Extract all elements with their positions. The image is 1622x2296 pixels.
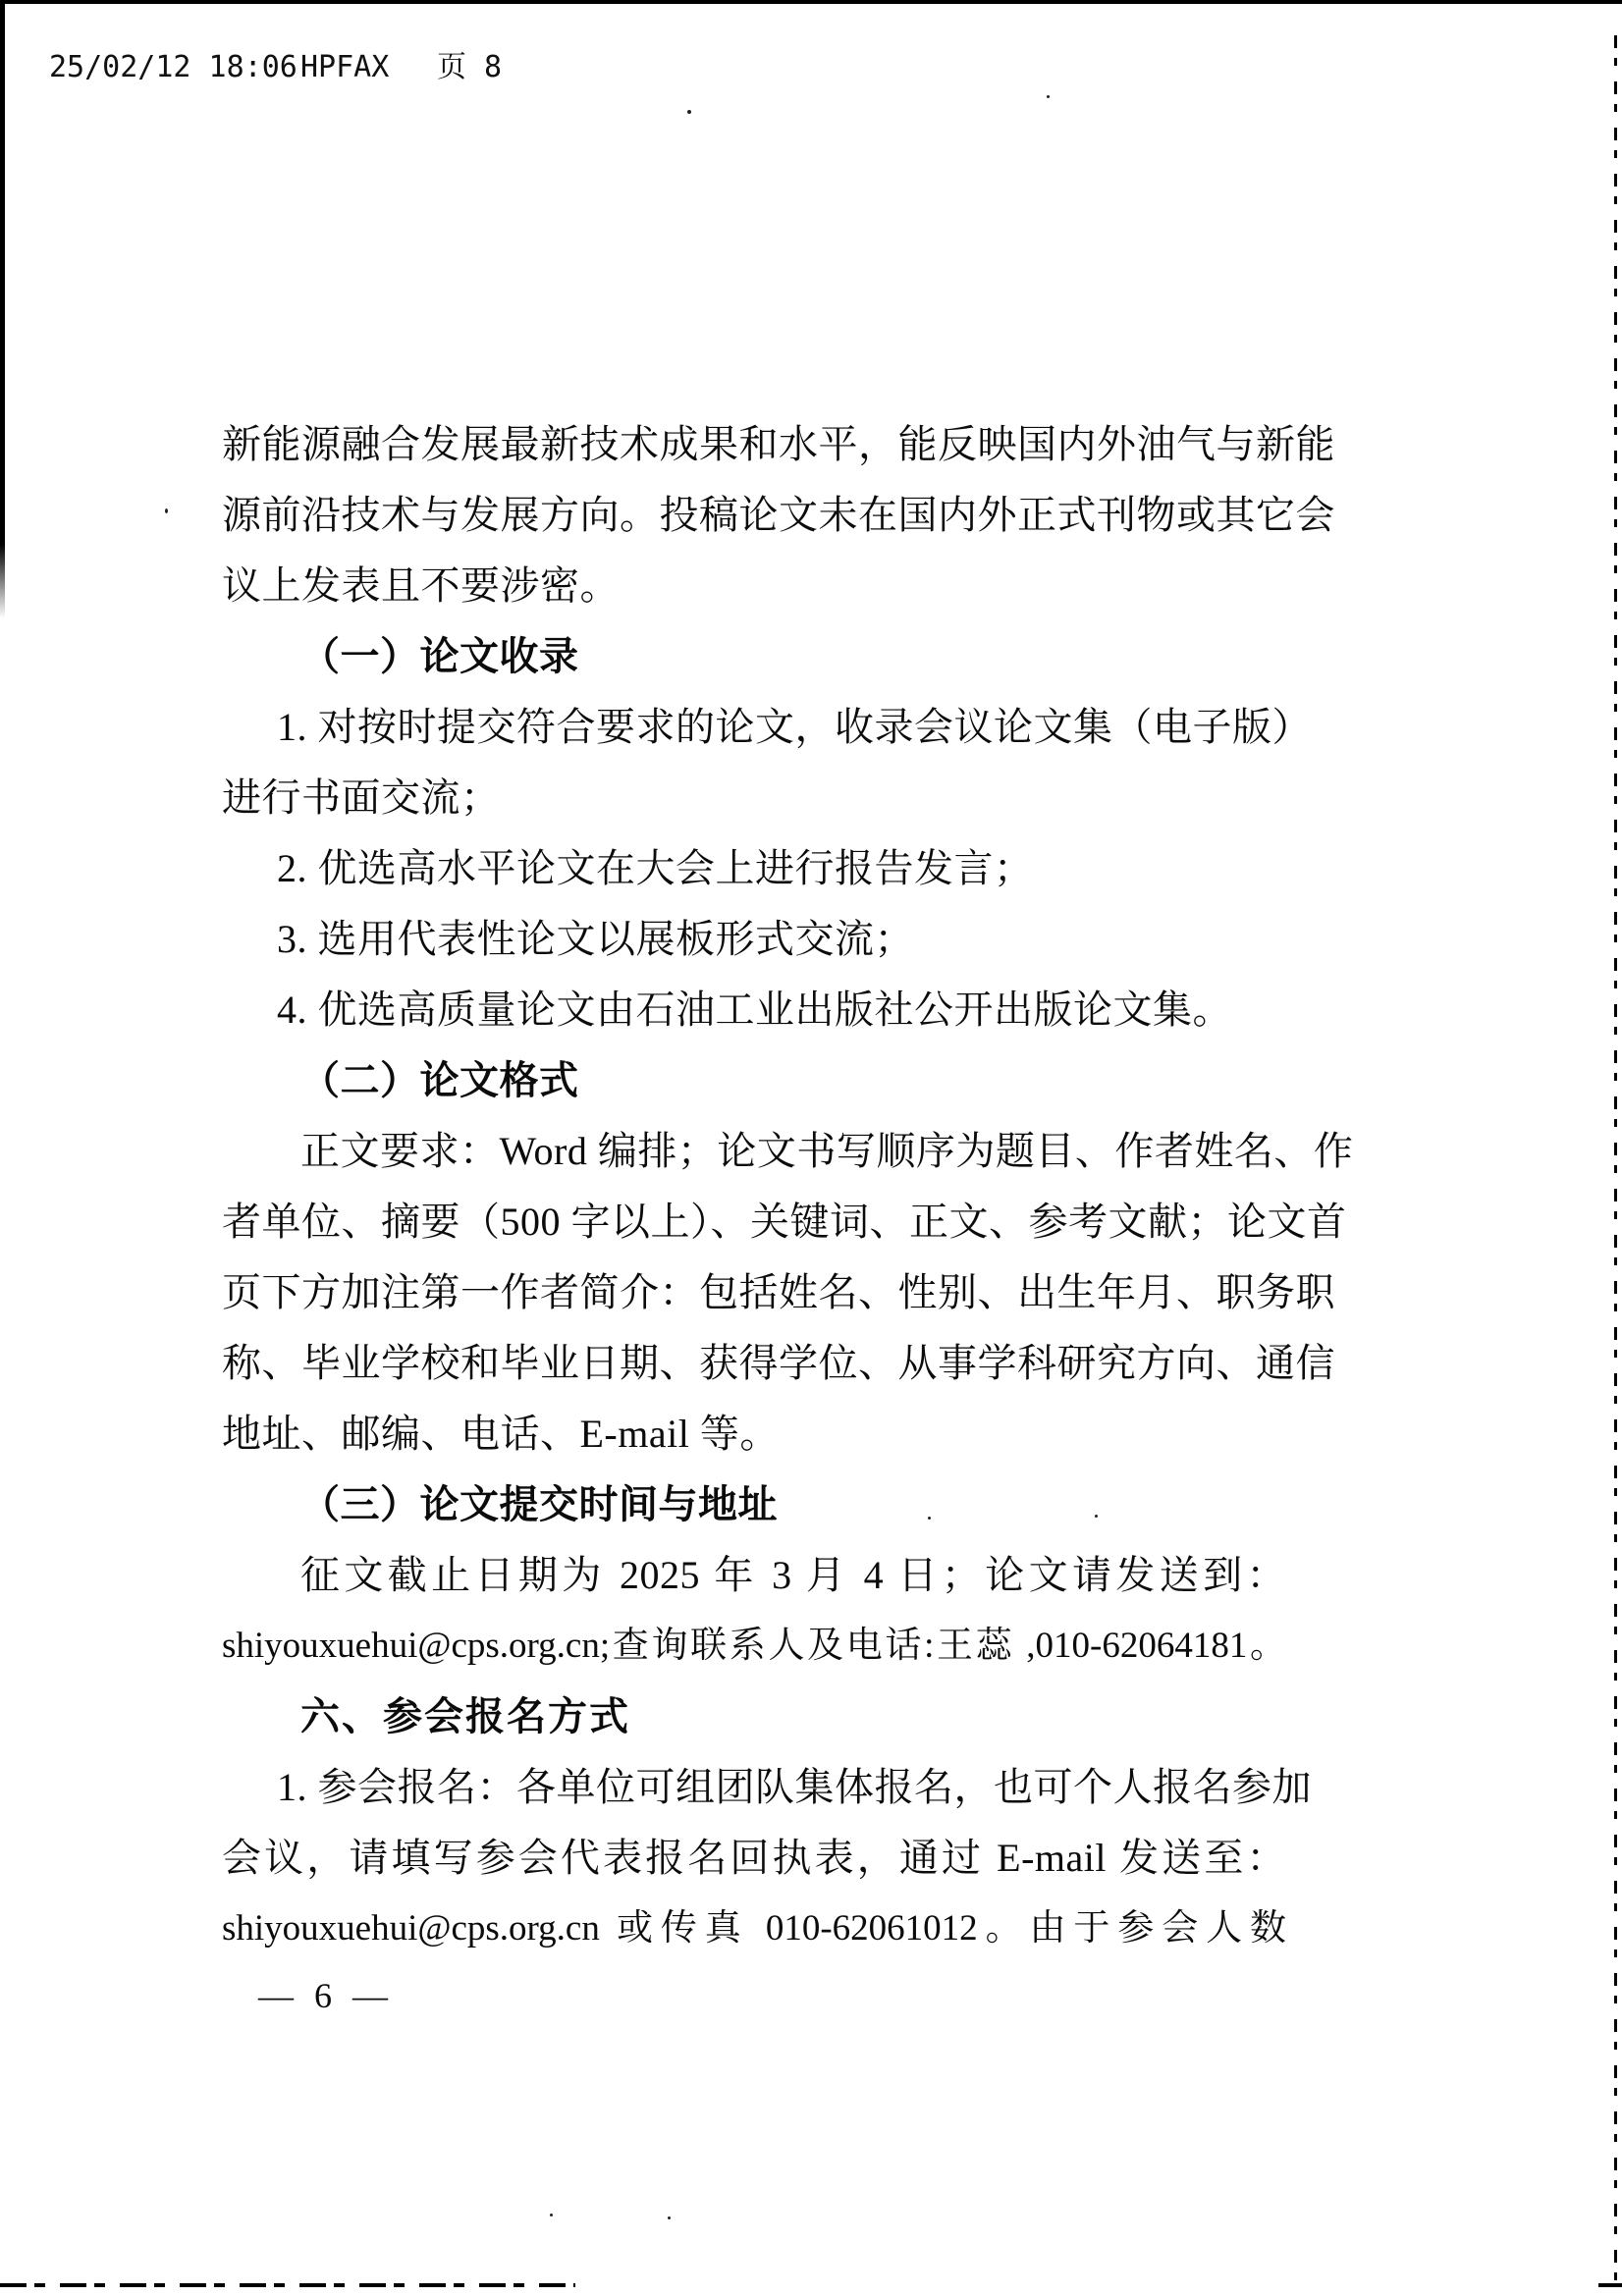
scan-border-left xyxy=(0,0,5,618)
noise-speck xyxy=(687,110,691,114)
body-line: 称、毕业学校和毕业日期、获得学位、从事学科研究方向、通信 xyxy=(222,1341,1335,1385)
fax-timestamp: 25/02/12 18:06 xyxy=(49,50,297,84)
email-line: shiyouxuehui@cps.org.cn;查询联系人及电话:王蕊 ,010-62064181。 xyxy=(222,1626,1286,1666)
email-line: shiyouxuehui@cps.org.cn 或传真 010-62061012。由于参会人数 xyxy=(222,1908,1286,1949)
scan-border-top xyxy=(0,0,1622,4)
body-line: 会议，请填写参会代表报名回执表，通过 E-mail 发送至： xyxy=(222,1836,1286,1880)
body-line: 源前沿技术与发展方向。投稿论文未在国内外正式刊物或其它会 xyxy=(222,493,1335,537)
page-number: — 6 — xyxy=(258,1976,394,2015)
noise-speck xyxy=(1095,1515,1098,1518)
scan-border-bottom-right xyxy=(1598,2283,1622,2287)
body-line: 议上发表且不要涉密。 xyxy=(222,563,620,608)
noise-speck xyxy=(165,508,168,513)
scan-border-right xyxy=(1614,35,1617,2296)
noise-speck xyxy=(928,1517,931,1520)
scan-border-bottom xyxy=(0,2283,575,2287)
body-line: 正文要求：Word 编排；论文书写顺序为题目、作者姓名、作 xyxy=(300,1129,1354,1173)
noise-speck xyxy=(550,2214,553,2216)
noise-speck xyxy=(1047,95,1050,98)
list-item: 3. 选用代表性论文以展板形式交流； xyxy=(277,917,914,961)
body-line: 地址、邮编、电话、E-mail 等。 xyxy=(222,1412,780,1456)
document-body xyxy=(222,409,1354,1964)
fax-sender-id: HPFAX xyxy=(300,50,390,84)
list-item: 1. 参会报名：各单位可组团队集体报名，也可个人报名参加 xyxy=(277,1765,1312,1809)
body-line: 新能源融合发展最新技术成果和水平，能反映国内外油气与新能 xyxy=(222,422,1335,466)
section-heading: （二）论文格式 xyxy=(300,1058,579,1102)
section-heading: 六、参会报名方式 xyxy=(300,1695,630,1738)
section-heading: （一）论文收录 xyxy=(300,634,579,678)
fax-page-label: 页 8 xyxy=(437,50,503,84)
body-line: 征文截止日期为 2025 年 3 月 4 日；论文请发送到： xyxy=(300,1553,1286,1597)
noise-speck xyxy=(668,2216,671,2219)
body-line: 页下方加注第一作者简介：包括姓名、性别、出生年月、职务职 xyxy=(222,1270,1335,1314)
list-item: 4. 优选高质量论文由石油工业出版社公开出版论文集。 xyxy=(277,988,1232,1032)
list-item: 1. 对按时提交符合要求的论文，收录会议论文集（电子版） xyxy=(277,705,1312,749)
body-line: 进行书面交流； xyxy=(222,775,501,820)
list-item: 2. 优选高水平论文在大会上进行报告发言； xyxy=(277,846,1034,890)
body-line: 者单位、摘要（500 字以上）、关键词、正文、参考文献；论文首 xyxy=(222,1200,1347,1244)
section-heading: （三）论文提交时间与地址 xyxy=(300,1482,778,1526)
